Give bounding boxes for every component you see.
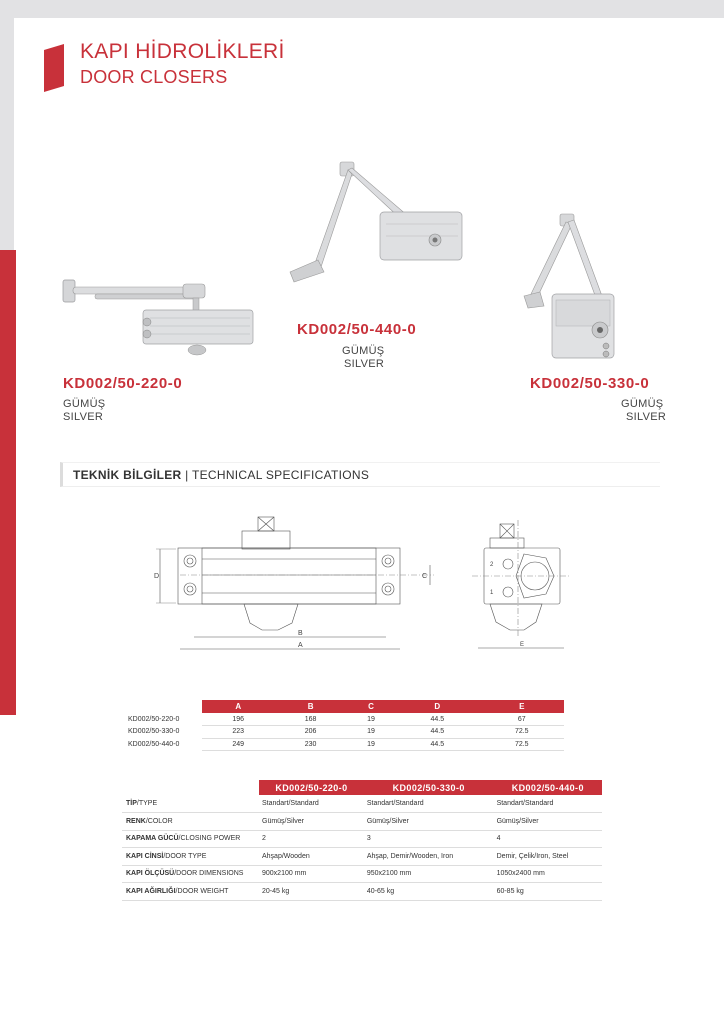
- dim-cell: 72.5: [480, 726, 564, 739]
- spec-cell: Standart/Standard: [364, 795, 494, 813]
- spec-cell: 950x2100 mm: [364, 865, 494, 883]
- dim-cell: 44.5: [395, 738, 479, 751]
- spec-title-en: TECHNICAL SPECIFICATIONS: [191, 468, 370, 482]
- drawing-label-d: D: [154, 573, 160, 580]
- spec-label-tr: KAPI AĞIRLIĞI: [126, 887, 176, 895]
- product-finish-tr-440: GÜMÜŞ: [342, 345, 385, 357]
- dim-cell: 19: [347, 738, 395, 751]
- spec-label-en: /DOOR TYPE: [163, 852, 207, 860]
- dim-row-model: KD002/50-220-0: [128, 715, 180, 723]
- dim-cell: 44.5: [395, 713, 479, 726]
- table-row: [122, 795, 602, 813]
- spec-cell: 4: [494, 830, 602, 848]
- spec-cell: 40-65 kg: [364, 883, 494, 901]
- drawing-label-e: E: [520, 642, 525, 648]
- specifications-table: [122, 780, 602, 901]
- spec-cell: Ahşap, Demir/Wooden, Iron: [364, 848, 494, 866]
- dimensions-header-empty: [124, 700, 202, 713]
- spec-row-label: [122, 848, 259, 866]
- spec-row-label: [122, 813, 259, 831]
- dimensions-table: [124, 700, 564, 751]
- spec-cell: 1050x2400 mm: [494, 865, 602, 883]
- spec-cell: Gümüş/Silver: [364, 813, 494, 831]
- spec-cell: 20-45 kg: [259, 883, 364, 901]
- spec-label-en: /DOOR DIMENSIONS: [174, 870, 244, 878]
- dim-cell: 168: [274, 713, 346, 726]
- product-model-330: KD002/50-330-0: [530, 375, 650, 392]
- spec-cell: Demir, Çelik/Iron, Steel: [494, 848, 602, 866]
- dim-cell: 230: [274, 738, 346, 751]
- spec-header-440: KD002/50-440-0: [494, 780, 602, 795]
- drawing-label-2: 2: [490, 562, 494, 568]
- dim-cell: 206: [274, 726, 346, 739]
- dim-cell: 223: [202, 726, 274, 739]
- spec-label-tr: KAPI CİNSİ: [126, 852, 164, 860]
- dim-cell: 249: [202, 738, 274, 751]
- spec-header-330: KD002/50-330-0: [364, 780, 494, 795]
- product-finish-en-330: SILVER: [626, 411, 667, 423]
- spec-row-label: [122, 883, 259, 901]
- spec-title-tr: TEKNİK BİLGİLER: [73, 468, 182, 482]
- spec-header-row: [122, 780, 602, 795]
- spec-label-en: /DOOR WEIGHT: [175, 887, 229, 895]
- product-image-330: [518, 212, 628, 368]
- dim-cell: 196: [202, 713, 274, 726]
- top-band: [0, 0, 724, 18]
- dim-header-c: C: [347, 700, 395, 713]
- product-finish-en-220: SILVER: [63, 411, 104, 423]
- spec-cell: Ahşap/Wooden: [259, 848, 364, 866]
- spec-label-tr: TİP: [126, 800, 137, 807]
- spec-cell: 900x2100 mm: [259, 865, 364, 883]
- spec-cell: Standart/Standard: [494, 795, 602, 813]
- dim-cell: 72.5: [480, 738, 564, 751]
- dim-header-a: A: [202, 700, 274, 713]
- dim-row-model: KD002/50-330-0: [128, 728, 180, 736]
- dim-header-b: B: [274, 700, 346, 713]
- spec-header-220: KD002/50-220-0: [259, 780, 364, 795]
- drawing-label-c: C: [422, 573, 428, 580]
- spec-cell: 2: [259, 830, 364, 848]
- dim-cell: 19: [347, 726, 395, 739]
- product-model-220: KD002/50-220-0: [63, 375, 183, 392]
- drawing-label-1: 1: [490, 590, 494, 596]
- product-image-440: [280, 160, 470, 288]
- dim-header-e: E: [480, 700, 564, 713]
- left-gray-strip: [0, 18, 14, 250]
- product-finish-tr-330: GÜMÜŞ: [621, 398, 664, 410]
- title-accent-mark: [44, 44, 64, 92]
- spec-label-tr: KAPAMA GÜCÜ: [126, 835, 179, 843]
- dimensions-header-row: [124, 700, 564, 713]
- table-row: [122, 813, 602, 831]
- spec-title-separator: |: [181, 468, 192, 482]
- table-row: [124, 726, 564, 739]
- technical-specs-heading: [60, 462, 660, 487]
- dim-row-model: KD002/50-440-0: [128, 740, 180, 748]
- dim-header-d: D: [395, 700, 479, 713]
- dim-cell: 67: [480, 713, 564, 726]
- table-row: [122, 883, 602, 901]
- table-row: [122, 848, 602, 866]
- front-view-drawing: [150, 515, 440, 655]
- spec-cell: Gümüş/Silver: [494, 813, 602, 831]
- drawing-label-a: A: [298, 642, 303, 649]
- spec-label-tr: RENK: [126, 817, 146, 825]
- drawing-label-b: B: [298, 630, 303, 637]
- product-model-440: KD002/50-440-0: [297, 321, 417, 338]
- product-finish-tr-220: GÜMÜŞ: [63, 398, 106, 410]
- spec-label-en: /TYPE: [136, 800, 158, 807]
- spec-header-empty: [122, 780, 259, 795]
- left-red-strip: [0, 250, 16, 715]
- dim-cell: 44.5: [395, 726, 479, 739]
- table-row: [124, 738, 564, 751]
- spec-cell: 3: [364, 830, 494, 848]
- dim-cell: 19: [347, 713, 395, 726]
- table-row: [122, 830, 602, 848]
- spec-row-label: [122, 865, 259, 883]
- spec-cell: Gümüş/Silver: [259, 813, 364, 831]
- side-view-drawing: [462, 520, 577, 655]
- spec-row-label: [122, 830, 259, 848]
- product-image-220: [55, 272, 260, 360]
- spec-label-tr: KAPI ÖLÇÜSÜ: [126, 870, 175, 878]
- table-row: [122, 865, 602, 883]
- table-row: [124, 713, 564, 726]
- page-subtitle: DOOR CLOSERS: [80, 67, 228, 87]
- spec-label-en: /CLOSING POWER: [178, 835, 241, 843]
- page-title: KAPI HİDROLİKLERİ: [80, 40, 285, 63]
- product-finish-en-440: SILVER: [344, 358, 385, 370]
- spec-cell: 60-85 kg: [494, 883, 602, 901]
- spec-label-en: /COLOR: [145, 817, 173, 825]
- spec-cell: Standart/Standard: [259, 795, 364, 813]
- spec-row-label: [122, 795, 259, 813]
